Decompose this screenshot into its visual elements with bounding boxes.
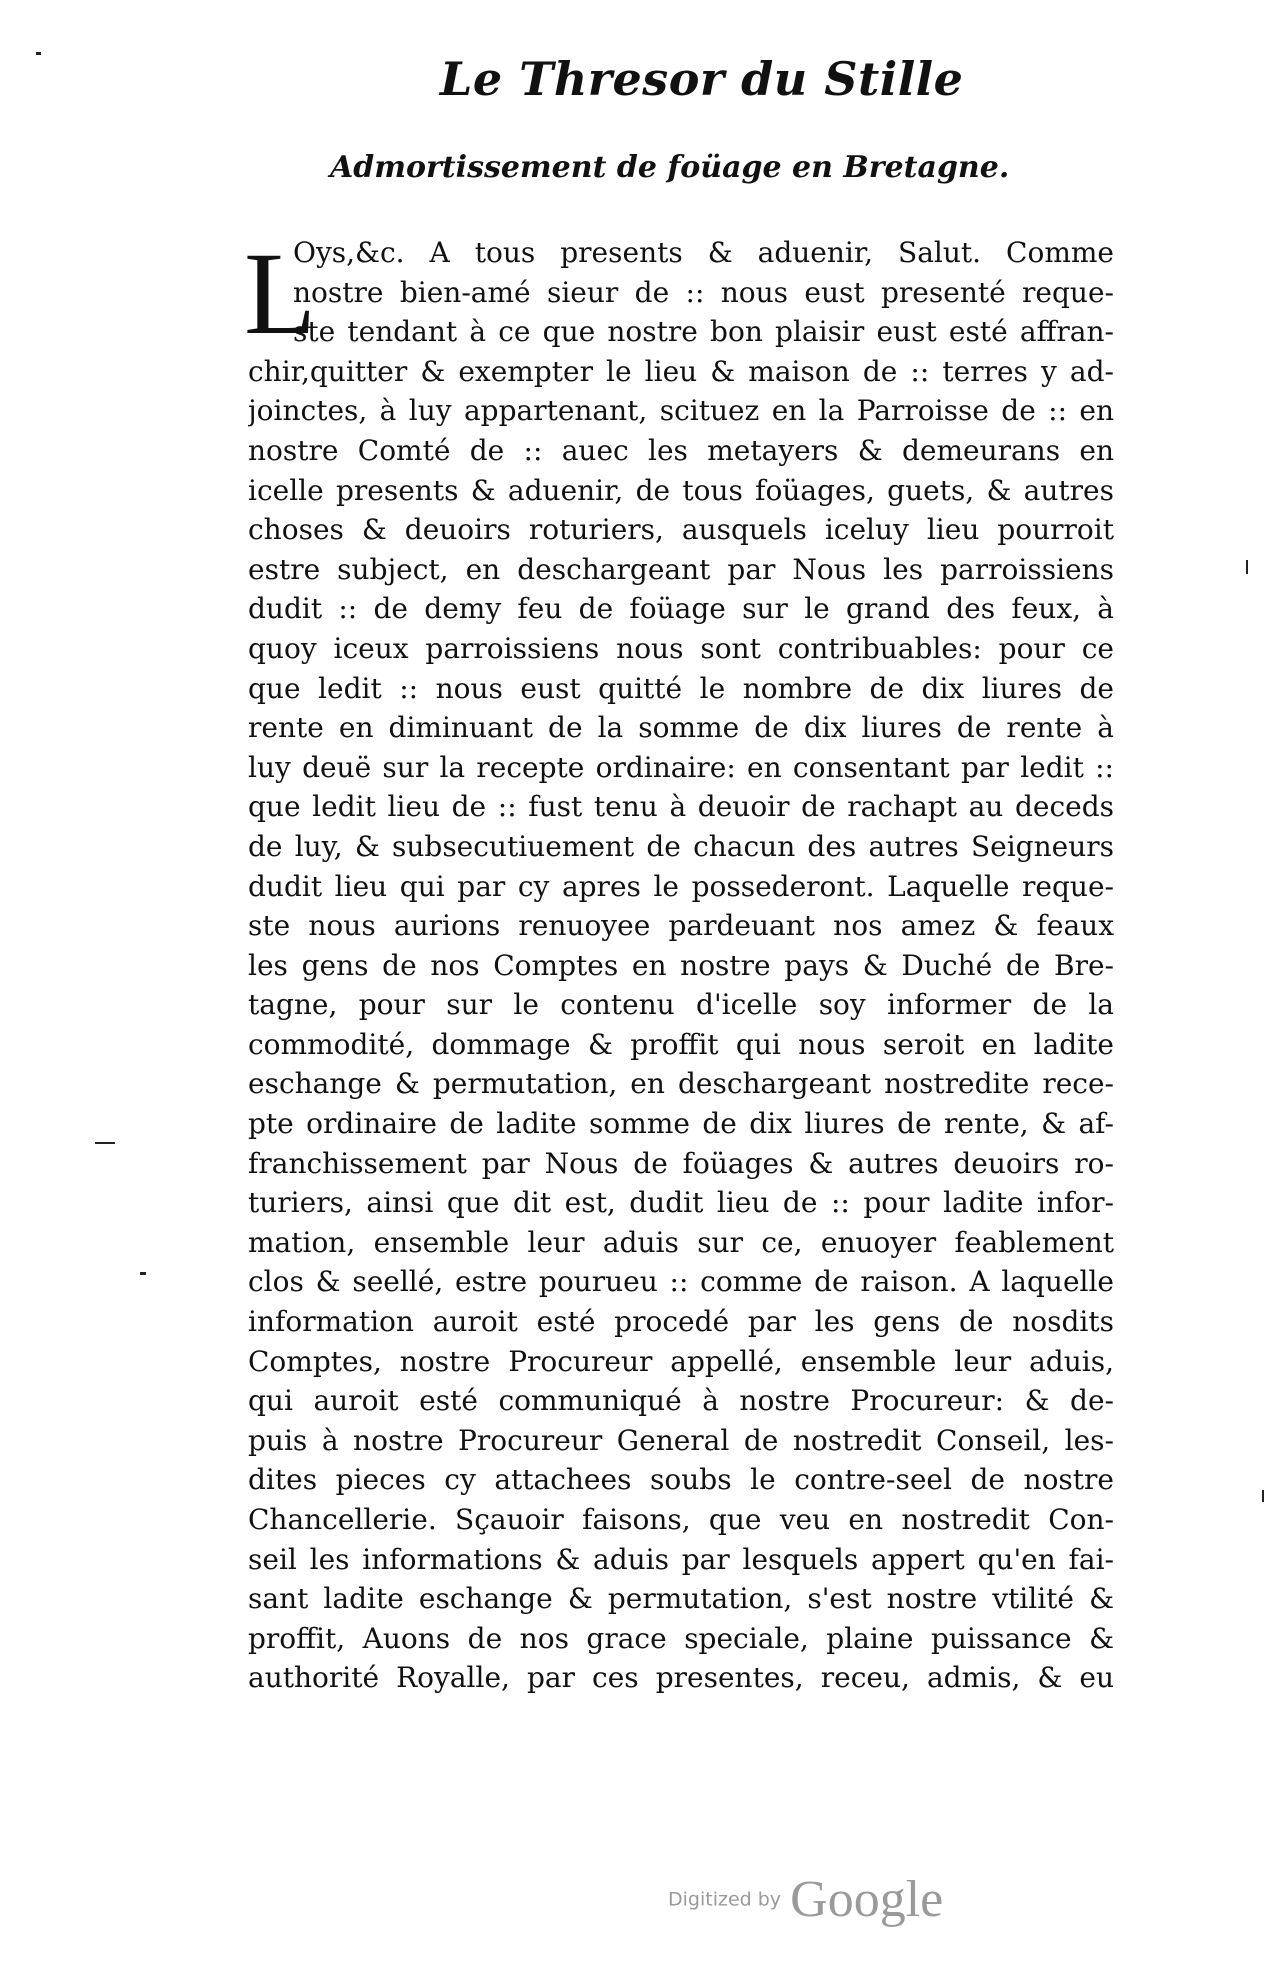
text-line: rente en diminuant de la somme de dix liures de rente à [248, 711, 1114, 745]
text-line: seil les informations & aduis par lesquels appert qu'en fai- [248, 1542, 1114, 1576]
text-line: nostre Comté de :: auec les metayers & demeurans en [248, 433, 1114, 467]
scan-speck [95, 1142, 115, 1144]
text-line: tagne, pour sur le contenu d'icelle soy informer de la [248, 988, 1114, 1022]
text-line: commodité, dommage & proffit qui nous seroit en ladite [248, 1027, 1114, 1061]
text-line: pte ordinaire de ladite somme de dix liures de rente, & af- [248, 1107, 1114, 1141]
text-line: dudit lieu qui par cy apres le possederont. Laquelle reque- [248, 869, 1114, 903]
digitized-label: Digitized by [668, 1888, 782, 1911]
text-line: Comptes, nostre Procureur appellé, ensemble leur aduis, [248, 1344, 1114, 1378]
running-title: Le Thresor du Stille [440, 52, 964, 106]
body-text [248, 233, 1114, 1698]
text-line: Chancellerie. Sçauoir faisons, que veu en nostredit Con- [248, 1503, 1114, 1536]
text-line: eschange & permutation, en deschargeant nostredite rece- [248, 1067, 1114, 1101]
text-line: que ledit lieu de :: fust tenu à deuoir de rachapt au deceds [248, 790, 1114, 824]
text-line: dites pieces cy attachees soubs le contre-seel de nostre [248, 1463, 1114, 1497]
text-line: luy deuë sur la recepte ordinaire: en consentant par ledit :: [248, 750, 1114, 784]
text-line: ste tendant à ce que nostre bon plaisir eust esté affran- [293, 315, 1114, 349]
text-line: authorité Royalle, par ces presentes, receu, admis, & eu [248, 1661, 1114, 1695]
scan-speck [36, 52, 41, 55]
scan-speck [1262, 1490, 1264, 1502]
text-line: clos & seellé, estre pourueu :: comme de raison. A laquelle [248, 1265, 1114, 1299]
text-line: dudit :: de demy feu de foüage sur le grand des feux, à [248, 592, 1114, 626]
text-line: choses & deuoirs roturiers, ausquels iceluy lieu pourroit [248, 513, 1114, 547]
text-line: joinctes, à luy appartenant, scituez en la Parroisse de :: en [248, 394, 1114, 428]
text-line: Oys,&c. A tous presents & aduenir, Salut. Comme [293, 236, 1114, 269]
text-line: qui auroit esté communiqué à nostre Procureur: & de- [248, 1384, 1114, 1418]
scan-speck [1246, 560, 1248, 574]
drop-cap: L [244, 228, 317, 359]
text-line: sant ladite eschange & permutation, s'est nostre vtilité & [248, 1582, 1114, 1616]
scan-speck [140, 1272, 146, 1275]
text-line: mation, ensemble leur aduis sur ce, enuoyer feablement [248, 1225, 1114, 1259]
digitized-watermark [668, 1870, 943, 1929]
text-line: information auroit esté procedé par les gens de nosdits [248, 1305, 1114, 1339]
text-line: puis à nostre Procureur General de nostredit Conseil, les- [248, 1423, 1114, 1457]
text-line: quoy iceux parroissiens nous sont contribuables: pour ce [248, 631, 1114, 665]
text-line: turiers, ainsi que dit est, dudit lieu de :: pour ladite infor- [248, 1186, 1114, 1220]
text-line: franchissement par Nous de foüages & autres deuoirs ro- [248, 1146, 1114, 1180]
text-line: chir,quitter & exempter le lieu & maison de :: terres y ad- [248, 354, 1114, 388]
section-title: Admortissement de foüage en Bretagne. [330, 150, 1010, 185]
text-line: de luy, & subsecutiuement de chacun des autres Seigneurs [248, 829, 1114, 863]
text-line: ste nous aurions renuoyee pardeuant nos amez & feaux [248, 909, 1114, 943]
google-logo: Google [790, 1871, 944, 1928]
text-line: estre subject, en deschargeant par Nous les parroissiens [248, 552, 1114, 586]
text-line: que ledit :: nous eust quitté le nombre de dix liures de [248, 671, 1114, 705]
text-line: nostre bien-amé sieur de :: nous eust presenté reque- [293, 275, 1114, 309]
text-line: les gens de nos Comptes en nostre pays & Duché de Bre- [248, 948, 1114, 982]
text-line: proffit, Auons de nos grace speciale, plaine puissance & [248, 1621, 1114, 1655]
text-line: icelle presents & aduenir, de tous foüages, guets, & autres [248, 473, 1114, 507]
